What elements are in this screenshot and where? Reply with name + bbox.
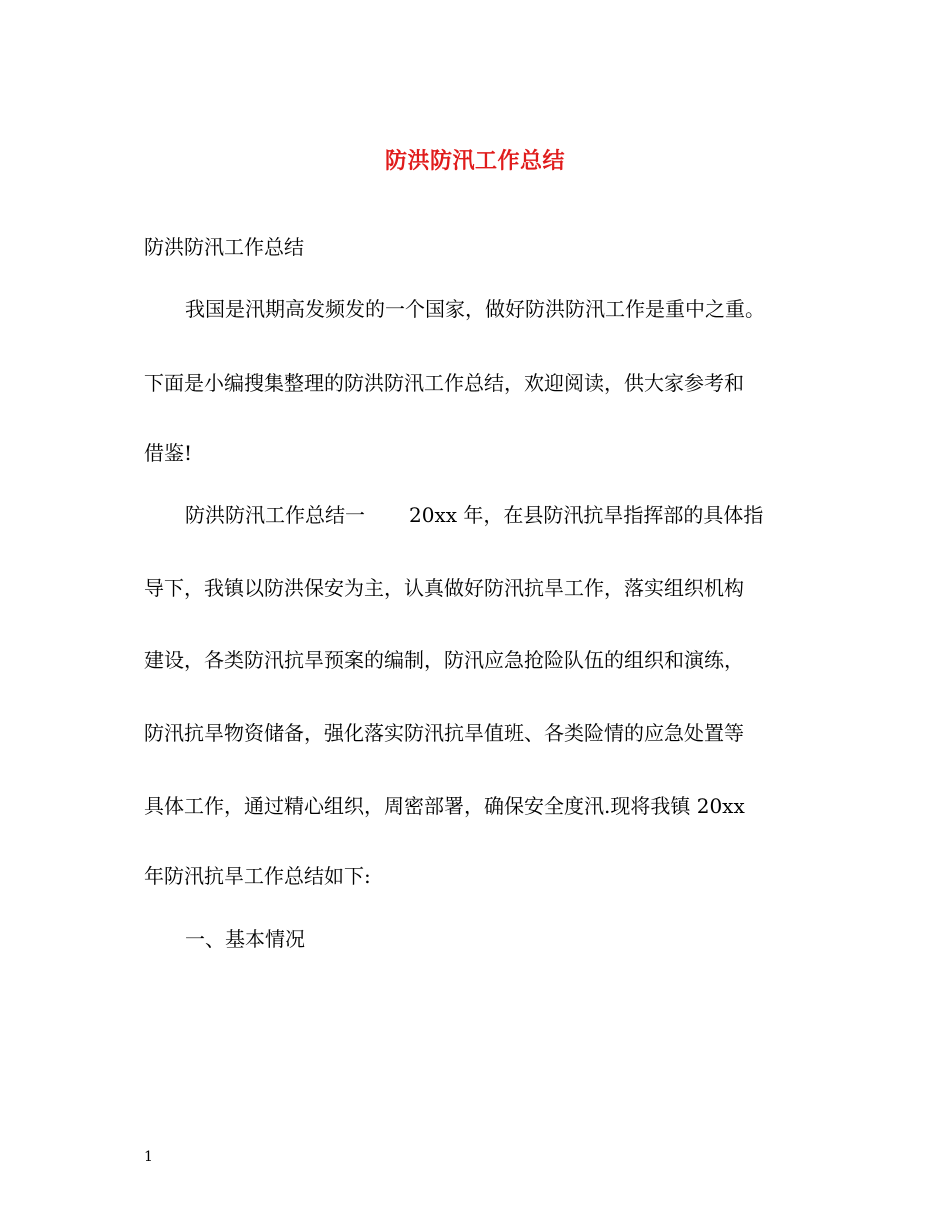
section-one-first-line: [185, 501, 865, 529]
section-one-line-1: 20xx 年，在县防汛抗旱指挥部的具体指: [409, 503, 764, 527]
heading-basic-situation: 一、基本情况: [185, 927, 305, 951]
section-one-heading: 防洪防汛工作总结一: [185, 503, 365, 527]
document-title: 防洪防汛工作总结: [384, 148, 565, 174]
section-one-line-4: 防汛抗旱物资储备，强化落实防汛抗旱值班、各类险情的应急处置等: [144, 721, 744, 745]
section-one-line-2: 导下，我镇以防洪保安为主，认真做好防汛抗旱工作，落实组织机构: [144, 576, 744, 600]
section-one-line-3: 建设，各类防汛抗旱预案的编制，防汛应急抢险队伍的组织和演练，: [144, 648, 744, 672]
section-one-line-6: 年防汛抗旱工作总结如下:: [144, 864, 371, 888]
section-one-line-5: 具体工作，通过精心组织，周密部署，确保安全度汛.现将我镇 20xx: [144, 794, 745, 818]
document-subtitle: 防洪防汛工作总结: [144, 235, 304, 259]
intro-line-3: 借鉴!: [144, 441, 193, 465]
intro-line-1: 我国是汛期高发频发的一个国家，做好防洪防汛工作是重中之重。: [185, 297, 765, 321]
intro-line-2: 下面是小编搜集整理的防洪防汛工作总结，欢迎阅读，供大家参考和: [144, 371, 744, 395]
page-number: 1: [144, 1149, 153, 1165]
